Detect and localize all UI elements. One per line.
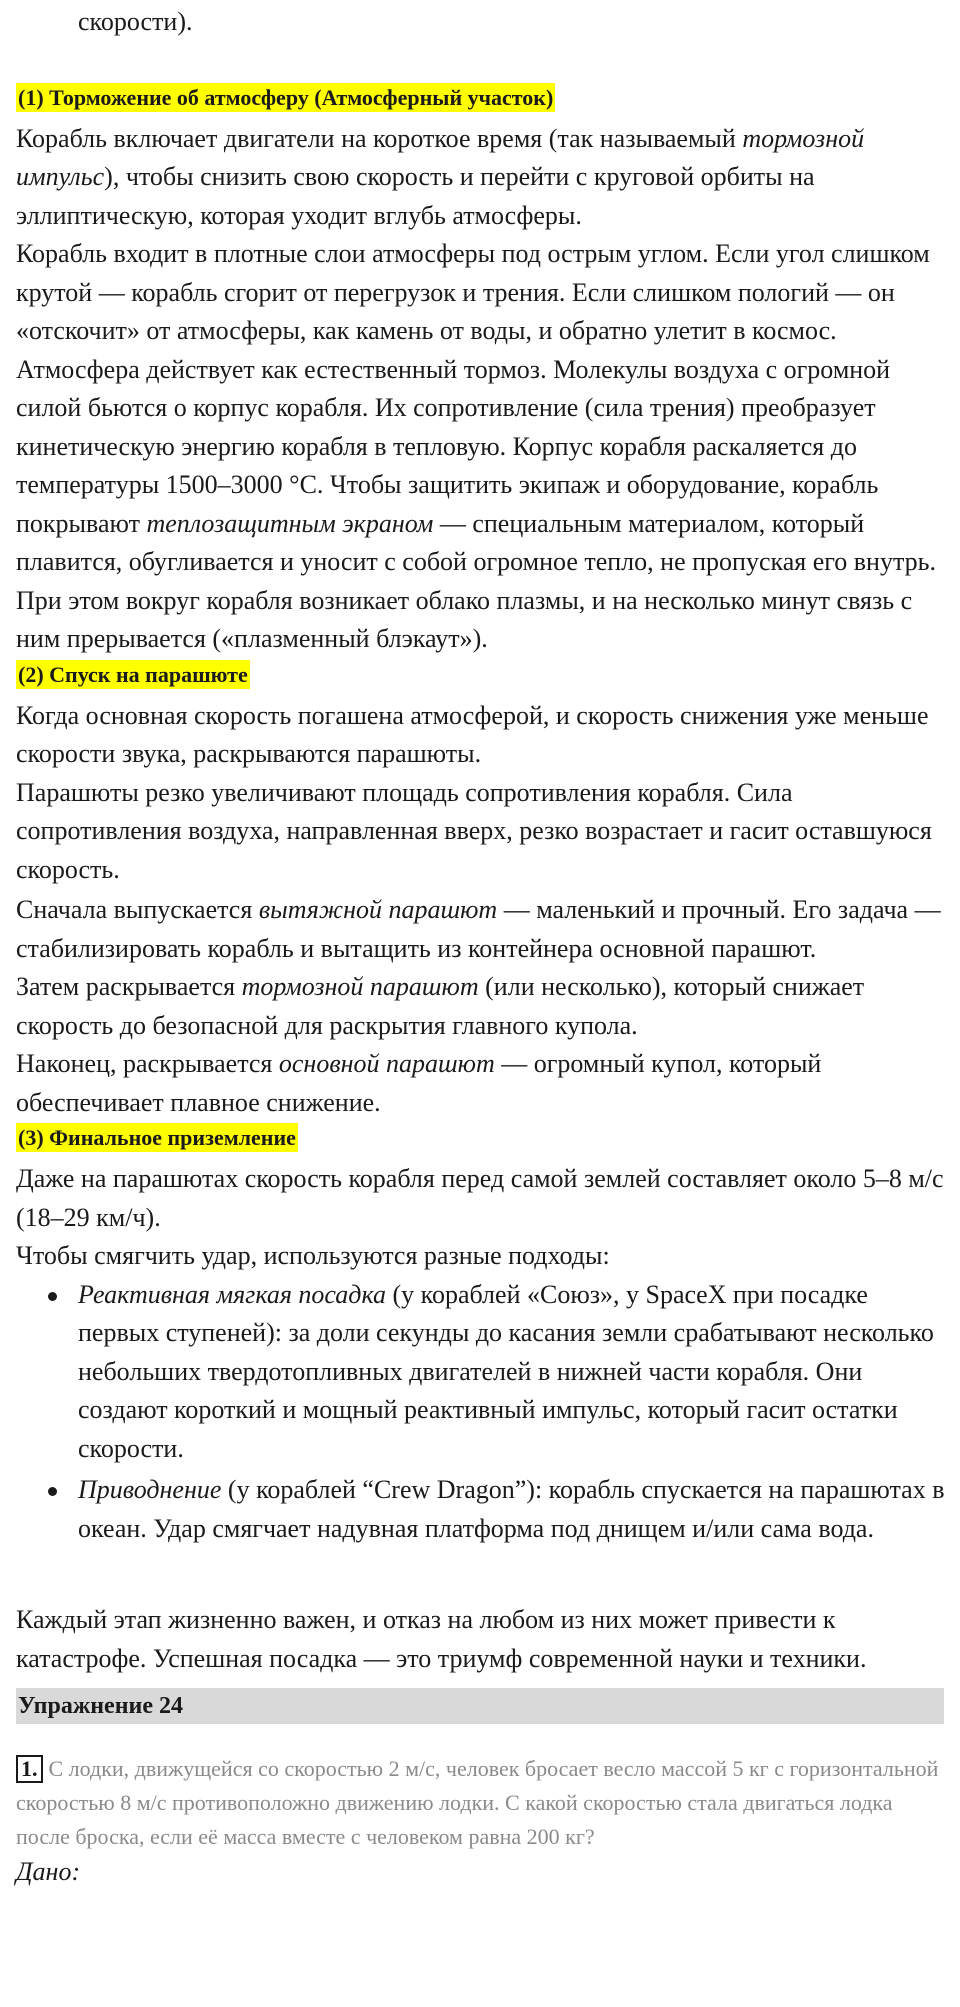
section1-heading: (1) Торможение об атмосферу (Атмосферный участок) — [18, 84, 554, 110]
text-run: Атмосфера действует как естественный тормоз. Молекулы воздуха с огромной силой бьются о корпус корабля. Их сопротивление (сила трения) преобразует кинетическую энергию корабля в тепловую. Корпус корабля раскаляется до температуры 1500–3000 °С. Чтобы защитить экипаж и оборудование, корабль покрывают — [16, 354, 891, 538]
section2-paragraph-4 — [16, 968, 950, 1045]
text-run: Затем раскрывается — [16, 972, 242, 1001]
section2-paragraph-1: Когда основная скорость погашена атмосферой, и скорость снижения уже меньше скорости звука, раскрываются парашюты. — [16, 700, 929, 768]
section1-paragraph-3 — [16, 351, 950, 659]
section3-paragraph-1: Даже на парашютах скорость корабля перед самой землей составляет около 5–8 м/с (18–29 км/ч). — [16, 1164, 944, 1232]
text-run: (или несколько), который снижает скорость до безопасной для раскрытия главного купола. — [16, 972, 865, 1040]
term-italic: вытяжной парашют — [258, 895, 498, 924]
section2-heading: (2) Спуск на парашюте — [18, 661, 248, 687]
term-italic: теплозащитным экраном — [146, 508, 434, 538]
text-run: Корабль включает двигатели на короткое время (так называемый — [16, 123, 743, 153]
intro-tail: скорости). — [78, 7, 193, 36]
text-run: — огромный купол, который обеспечивает плавное снижение. — [16, 1049, 822, 1117]
term-italic: Реактивная мягкая посадка — [78, 1279, 386, 1309]
given-label: Дано: — [16, 1857, 81, 1886]
exercise-heading: Упражнение 24 — [16, 1688, 944, 1724]
section1-paragraph-2: Корабль входит в плотные слои атмосферы под острым углом. Если угол слишком крутой — корабль сгорит от перегрузок и трения. Если слишком пологий — он «отскочит» от атмосферы, как камень от воды, и обратно улетит в космос. — [16, 239, 930, 345]
section1-paragraph-1 — [16, 120, 950, 236]
section3-paragraph-2: Чтобы смягчить удар, используются разные подходы: — [16, 1241, 610, 1270]
term-italic: Приводнение — [78, 1475, 222, 1504]
term-italic: тормозной импульс — [16, 123, 865, 191]
section2-paragraph-5 — [16, 1045, 950, 1122]
landing-methods-list — [16, 1276, 950, 1549]
text-run: — маленький и прочный. Его задача — стабилизировать корабль и вытащить из контейнера основной парашют. — [16, 895, 941, 963]
text-run: Наконец, раскрывается — [16, 1049, 279, 1078]
text-run: (у кораблей «Союз», у SpaceX при посадке первых ступеней): за доли секунды до касания земли срабатывают несколько небольших твердотопливных двигателей в нижней части корабля. Они создают короткий и мощный реактивный импульс, который гасит остатки скорости. — [78, 1279, 934, 1463]
text-run: ), чтобы снизить свою скорость и перейти с круговой орбиты на эллиптическую, которая уходит вглубь атмосферы. — [16, 162, 815, 230]
term-italic: тормозной парашют — [241, 972, 479, 1001]
section3-heading-wrap — [16, 1122, 950, 1160]
text-run: (у кораблей “Crew Dragon”): корабль спускается на парашютах в океан. Удар смягчает надувная платформа под днищем и/или сама вода. — [78, 1475, 945, 1543]
text-run: — специальным материалом, который плавится, обугливается и уносит с собой огромное тепло, не пропуская его внутрь. При этом вокруг корабля возникает облако плазмы, и на несколько минут связь с ним прерывается («плазменный блэкаут»). — [16, 508, 937, 653]
section2-paragraph-2: Парашюты резко увеличивают площадь сопротивления корабля. Сила сопротивления воздуха, направленная вверх, резко возрастает и гасит оставшуюся скорость. — [16, 777, 932, 884]
exercise-task — [16, 1752, 950, 1854]
text-run: Сначала выпускается — [16, 895, 259, 924]
list-item — [78, 1471, 950, 1548]
section1-heading-wrap — [16, 82, 950, 120]
list-item — [78, 1276, 950, 1469]
document-page — [0, 3, 960, 1890]
conclusion-paragraph: Каждый этап жизненно важен, и отказ на любом из них может привести к катастрофе. Успешная посадка — это триумф современной науки и техники. — [16, 1605, 867, 1673]
term-italic: основной парашют — [278, 1049, 495, 1078]
section3-heading: (3) Финальное приземление — [18, 1125, 296, 1150]
section2-heading-wrap — [16, 659, 950, 697]
section2-paragraph-3 — [16, 891, 950, 968]
task-text: С лодки, движущейся со скоростью 2 м/с, человек бросает весло массой 5 кг с горизонтальной скоростью 8 м/с противоположно движению лодки. С какой скоростью стала двигаться лодка после броска, если её масса вместе с человеком равна 200 кг? — [16, 1756, 939, 1849]
task-number: 1. — [16, 1755, 43, 1783]
